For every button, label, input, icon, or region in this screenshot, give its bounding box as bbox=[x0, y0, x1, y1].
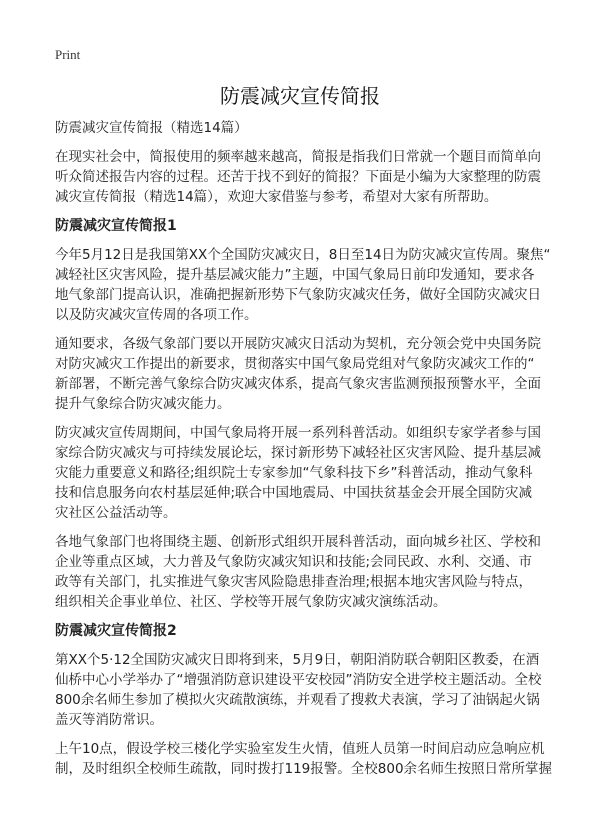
text-line: 听众简述报告内容的过程。还苦于找不到好的简报？下面是小编为大家整理的防震 bbox=[55, 169, 541, 185]
text-line: 组织相关企事业单位、社区、学校等开展气象防灾减灾演练活动。 bbox=[55, 594, 447, 610]
text-line: 灾能力重要意义和路径;组织院士专家参加“气象科技下乡”科普活动，推动气象科 bbox=[55, 465, 533, 481]
text-line: 今年5月12日是我国第XX个全国防灾减灾日，8日至14日为防灾减灾宣传周。聚焦“ bbox=[55, 247, 551, 263]
document-subtitle: 防震减灾宣传简报（精选14篇） bbox=[55, 120, 248, 136]
text-line: 技和信息服务向农村基层延伸;联合中国地震局、中国扶贫基金会开展全国防灾减 bbox=[55, 485, 533, 501]
text-line: 减轻社区灾害风险，提升基层减灾能力”主题，中国气象局日前印发通知，要求各 bbox=[55, 267, 535, 283]
text-line: 在现实社会中，简报使用的频率越来越高，简报是指我们日常就一个题目而简单向 bbox=[55, 149, 541, 165]
text-line: 第XX个5·12全国防灾减灾日即将到来，5月9日，朝阳消防联合朝阳区教委，在酒 bbox=[55, 652, 540, 668]
text-line: 新部署，不断完善气象综合防灾减灾体系，提高气象灾害监测预报预警水平，全面 bbox=[55, 376, 541, 392]
text-line: 地气象部门提高认识，准确把握新形势下气象防灾减灾任务，做好全国防灾减灾日 bbox=[55, 287, 541, 303]
text-line: 制，及时组织全校师生疏散，同时拨打119报警。全校800余名师生按照日常所掌握 bbox=[55, 761, 553, 777]
paragraph bbox=[55, 334, 555, 414]
page-title: 防震减灾宣传简报 bbox=[220, 84, 380, 108]
text-line: 灾社区公益活动等。 bbox=[55, 505, 177, 521]
text-line: 政等有关部门，扎实推进气象灾害风险隐患排查治理;根据本地灾害风险与特点， bbox=[55, 574, 533, 590]
document-body bbox=[55, 118, 555, 788]
text-line: 家综合防灾减灾与可持续发展论坛，探讨新形势下减轻社区灾害风险、提升基层减 bbox=[55, 445, 541, 461]
text-line: 减灾宣传简报（精选14篇），欢迎大家借鉴与参考，希望对大家有所帮助。 bbox=[55, 189, 498, 205]
text-line: 对防灾减灾工作提出的新要求，贯彻落实中国气象局党组对气象防灾减灾工作的“ bbox=[55, 356, 535, 372]
text-line: 盖灭等消防常识。 bbox=[55, 712, 163, 728]
intro-paragraph bbox=[55, 147, 555, 207]
text-line: 企业等重点区域，大力普及气象防灾减灾知识和技能;会同民政、水利、交通、市 bbox=[55, 554, 533, 570]
section-heading: 防震减灾宣传简报2 bbox=[55, 623, 177, 639]
text-line: 上午10点，假设学校三楼化学实验室发生火情，值班人员第一时间启动应急响应机 bbox=[55, 741, 545, 757]
text-line: 以及防灾减灾宣传周的各项工作。 bbox=[55, 307, 258, 323]
print-link[interactable]: Print bbox=[55, 47, 81, 62]
paragraph bbox=[55, 650, 555, 730]
text-line: 防灾减灾宣传周期间，中国气象局将开展一系列科普活动。如组织专家学者参与国 bbox=[55, 425, 541, 441]
paragraph bbox=[55, 423, 555, 523]
paragraph bbox=[55, 739, 555, 779]
text-line: 提升气象综合防灾减灾能力。 bbox=[55, 396, 231, 412]
paragraph bbox=[55, 532, 555, 612]
text-line: 仙桥中心小学举办了“增强消防意识建设平安校园”消防安全进学校主题活动。全校 bbox=[55, 672, 542, 688]
text-line: 各地气象部门也将围绕主题、创新形式组织开展科普活动，面向城乡社区、学校和 bbox=[55, 534, 541, 550]
text-line: 800余名师生参加了模拟火灾疏散演练，并观看了搜救犬表演，学习了油锅起火锅 bbox=[55, 692, 540, 708]
paragraph bbox=[55, 245, 555, 325]
text-line: 通知要求，各级气象部门要以开展防灾减灾日活动为契机，充分领会党中央国务院 bbox=[55, 336, 541, 352]
section-heading: 防震减灾宣传简报1 bbox=[55, 218, 177, 234]
